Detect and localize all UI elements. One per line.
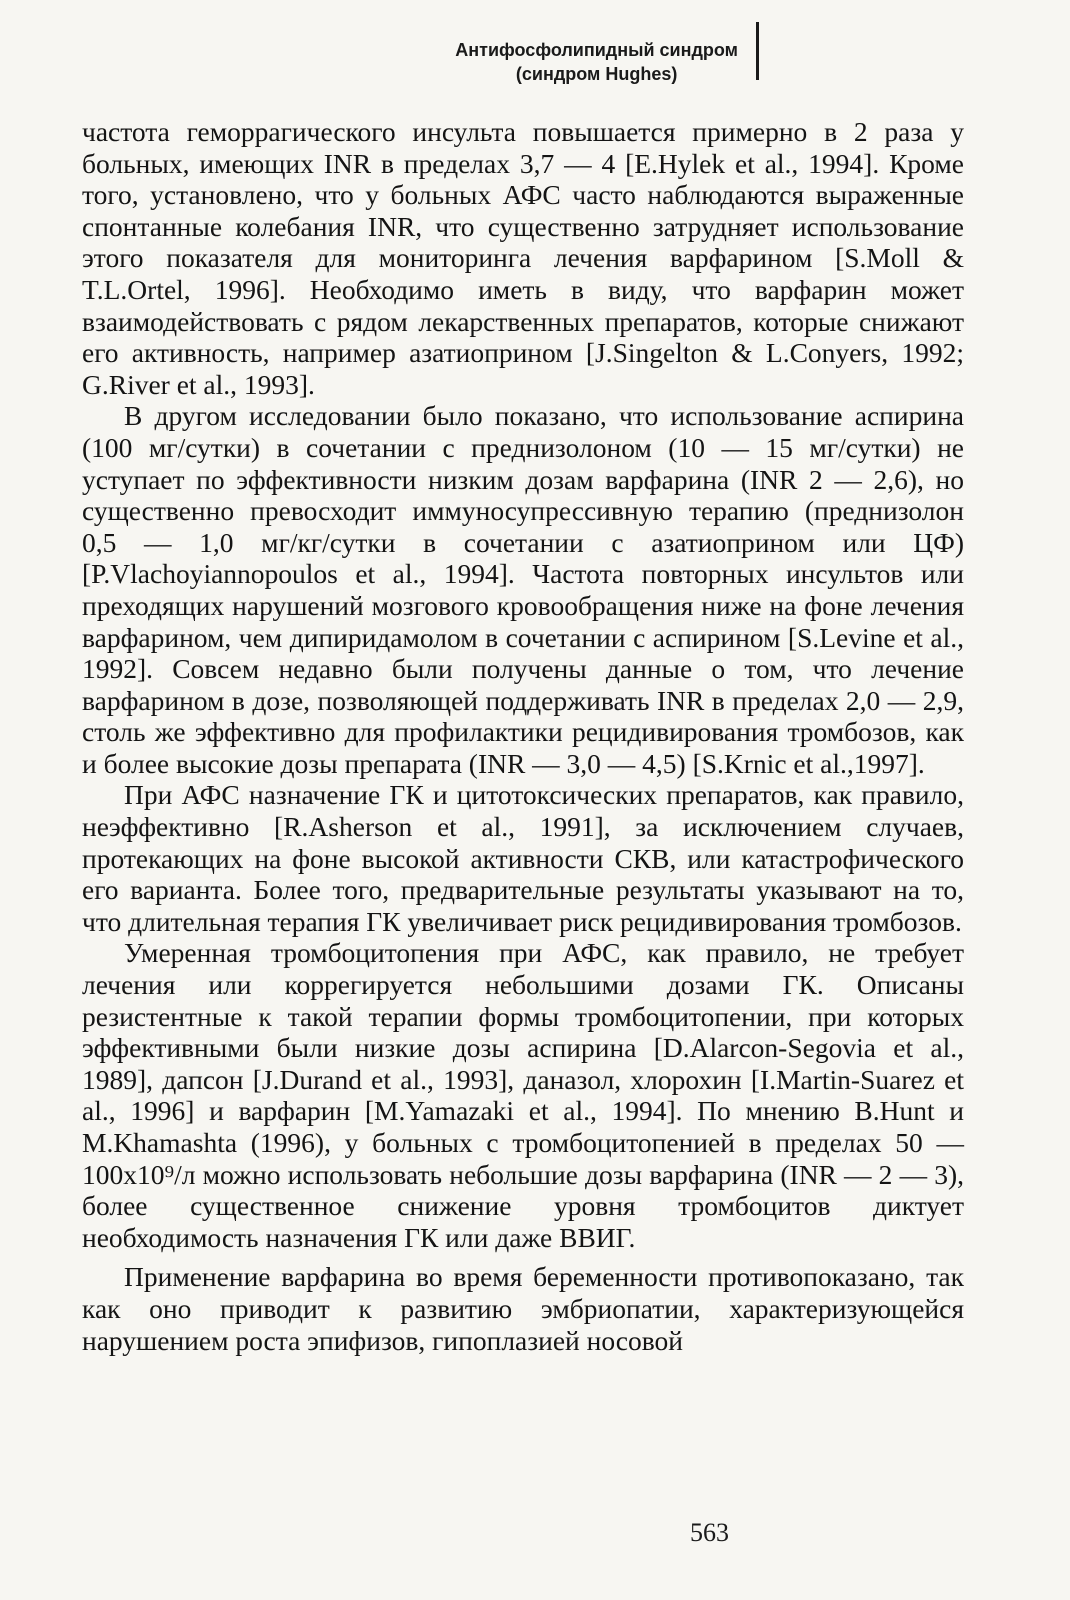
body-text bbox=[82, 116, 964, 1356]
header-vertical-rule bbox=[756, 22, 759, 80]
paragraph-1: частота геморрагического инсульта повышается примерно в 2 раза у больных, имеющих INR в пределах 3,7 — 4 [E.Hylek et al., 1994]. Кроме того, установлено, что у больных АФС часто наблюдаются выраженные спонтанные колебания INR, что существенно затрудняет использование этого показателя для мониторинга лечения варфарином [S.Moll & T.L.Ortel, 1996]. Необходимо иметь в виду, что варфарин может взаимодействовать с рядом лекарственных препаратов, которые снижают его активность, например азатиоприном [J.Singelton & L.Conyers, 1992; G.River et al., 1993]. bbox=[82, 116, 964, 400]
running-head-title: Антифосфолипидный синдром bbox=[455, 40, 738, 60]
paragraph-3: При АФС назначение ГК и цитотоксических препаратов, как правило, неэффективно [R.Asherson et al., 1991], за исключением случаев, протекающих на фоне высокой активности СКВ, или катастрофического его варианта. Более того, предварительные результаты указывают на то, что длительная терапия ГК увеличивает риск рецидивирования тромбозов. bbox=[82, 779, 964, 937]
running-head-subtitle: (синдром Hughes) bbox=[515, 64, 678, 84]
paragraph-4: Умеренная тромбоцитопения при АФС, как правило, не требует лечения или коррегируется небольшими дозами ГК. Описаны резистентные к такой терапии формы тромбоцитопении, при которых эффективными были низкие дозы аспирина [D.Alarcon-Segovia et al., 1989], дапсон [J.Durand et al., 1993], даназол, хлорохин [I.Martin-Suarez et al., 1996] и варфарин [M.Yamazaki et al., 1994]. По мнению B.Hunt и M.Khamashta (1996), у больных с тромбоцитопенией в пределах 50 — 100x10⁹/л можно использовать небольшие дозы варфарина (INR — 2 — 3), более существенное снижение уровня тромбоцитов диктует необходимость назначения ГК или даже ВВИГ. bbox=[82, 937, 964, 1253]
paragraph-2: В другом исследовании было показано, что использование аспирина (100 мг/сутки) в сочетании с преднизолоном (10 — 15 мг/сутки) не уступает по эффективности низким дозам варфарина (INR 2 — 2,6), но существенно превосходит иммуносупрессивную терапию (преднизолон 0,5 — 1,0 мг/кг/сутки в сочетании с азатиоприном или ЦФ) [P.Vlachoyiannopoulos et al., 1994]. Частота повторных инсультов или преходящих нарушений мозгового кровообращения ниже на фоне лечения варфарином, чем дипиридамолом в сочетании с аспирином [S.Levine et al., 1992]. Совсем недавно были получены данные о том, что лечение варфарином в дозе, позволяющей поддерживать INR в пределах 2,0 — 2,9, столь же эффективно для профилактики рецидивирования тромбозов, как и более высокие дозы препарата (INR — 3,0 — 4,5) [S.Krnic et al.,1997]. bbox=[82, 400, 964, 779]
page-number: 563 bbox=[690, 1518, 729, 1547]
running-head bbox=[455, 38, 738, 86]
paragraph-5: Применение варфарина во время беременности противопоказано, так как оно приводит к развитию эмбриопатии, характеризующейся нарушением роста эпифизов, гипоплазией носовой bbox=[82, 1261, 964, 1356]
